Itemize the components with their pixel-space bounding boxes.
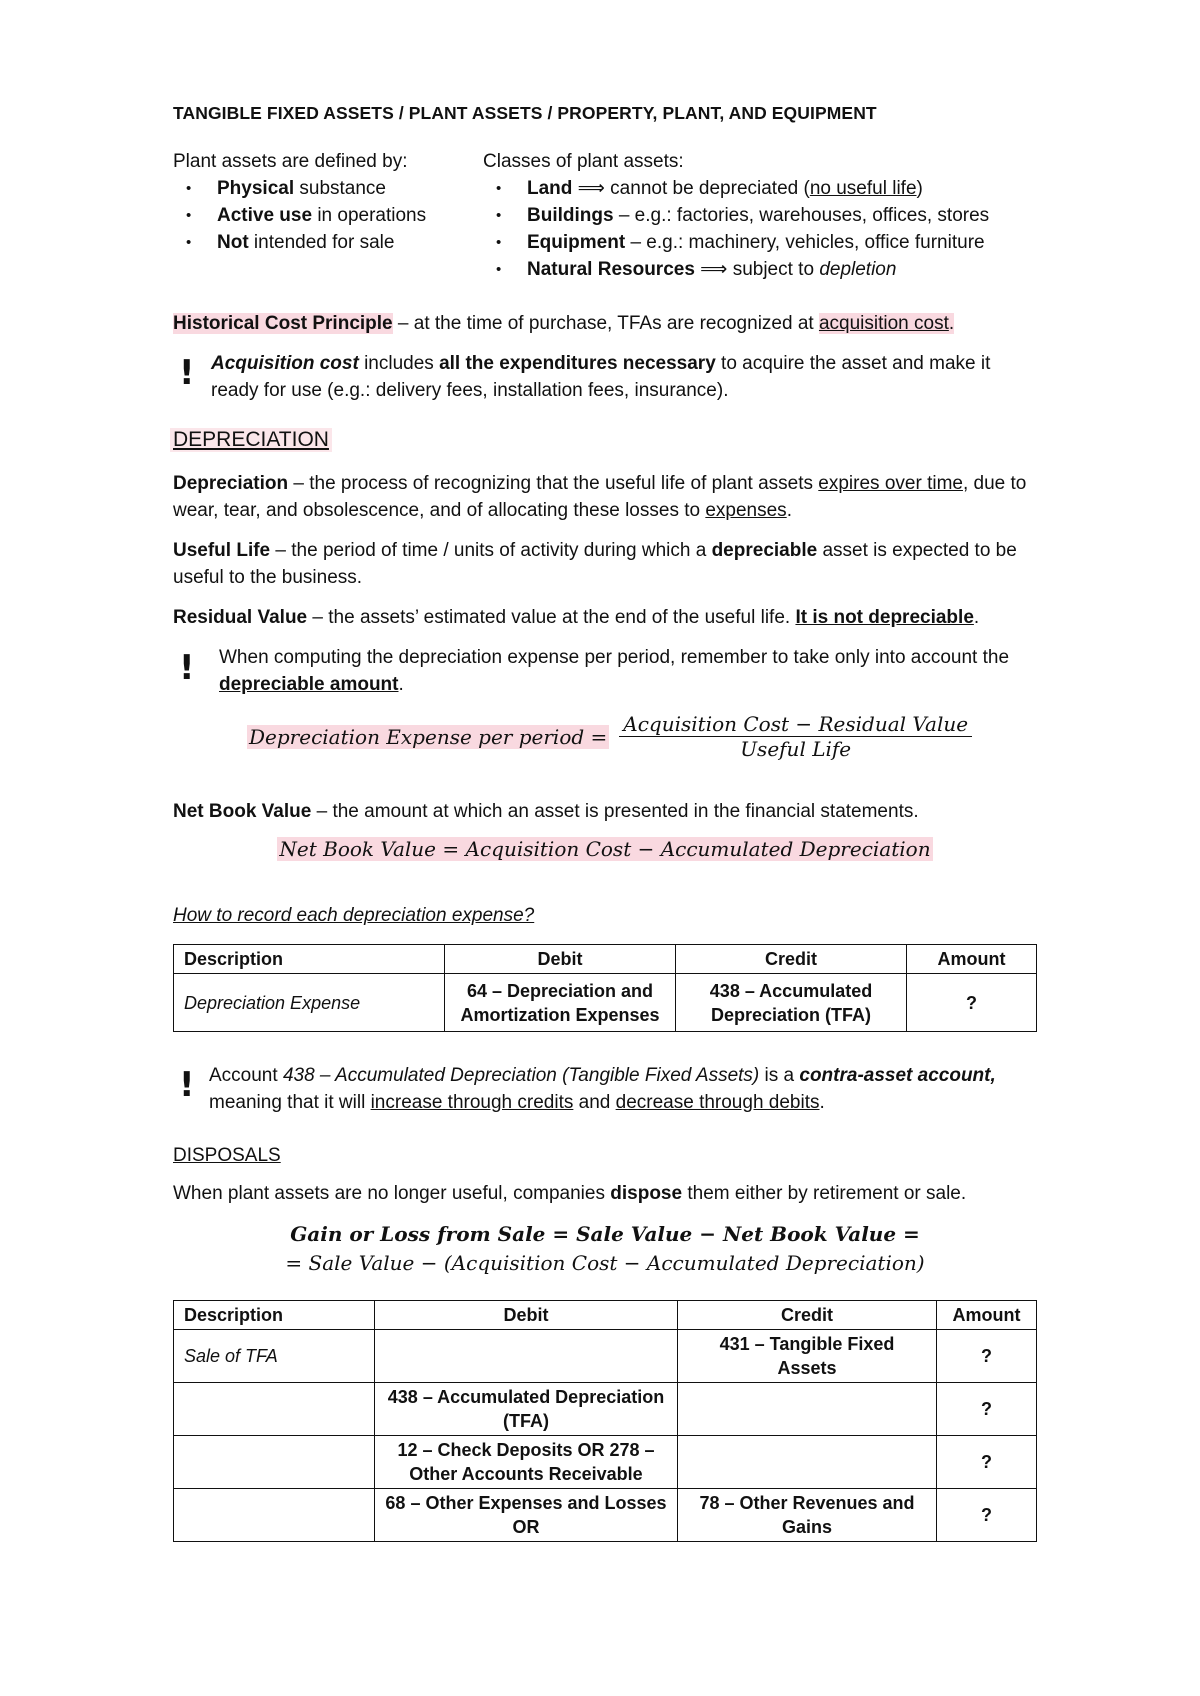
sale-entry-table <box>173 1300 1037 1542</box>
table-row <box>174 1489 1037 1542</box>
table-header-cell: Credit <box>678 1301 937 1330</box>
table-cell: 64 – Depreciation and Amortization Expenses <box>445 974 676 1032</box>
gain-loss-formula <box>173 1220 1037 1278</box>
net-book-value-definition: Net Book Value – the amount at which an asset is presented in the financial statements. <box>173 801 919 822</box>
table-cell <box>174 1383 375 1436</box>
table-cell <box>678 1383 937 1436</box>
classes-list <box>483 175 1043 283</box>
table-header-row <box>174 1301 1037 1330</box>
table-row <box>174 1436 1037 1489</box>
table-row <box>174 974 1037 1032</box>
table-header-cell: Debit <box>375 1301 678 1330</box>
net-book-value-formula: Net Book Value = Acquisition Cost − Accumulated Depreciation <box>279 837 931 861</box>
table-cell <box>678 1436 937 1489</box>
how-to-record-question: How to record each depreciation expense? <box>173 905 535 926</box>
defined-by-list <box>173 175 473 256</box>
table-header-row <box>174 945 1037 974</box>
exclamation-icon: ! <box>179 648 195 688</box>
table-cell <box>375 1330 678 1383</box>
defined-by-label: Plant assets are defined by: <box>173 151 408 172</box>
classes-label: Classes of plant assets: <box>483 151 684 172</box>
table-cell: ? <box>907 974 1037 1032</box>
depreciation-formula <box>247 712 972 761</box>
formula-denominator: Useful Life <box>619 736 972 761</box>
formula-lhs: Depreciation Expense per period = <box>249 724 608 749</box>
table-cell: 68 – Other Expenses and Losses OR <box>375 1489 678 1542</box>
acquisition-cost-note: Acquisition cost includes all the expenditures necessary to acquire the asset and make it ready for use (e.g.: delivery fees, installation fees, insurance). <box>211 353 991 401</box>
exclamation-icon: ! <box>179 1065 195 1105</box>
exclamation-icon: ! <box>179 353 195 393</box>
table-header-cell: Description <box>174 1301 375 1330</box>
table-header-cell: Amount <box>937 1301 1037 1330</box>
table-cell: ? <box>937 1383 1037 1436</box>
depreciable-amount-note: When computing the depreciation expense per period, remember to take only into account the depreciable amount. <box>219 647 1010 695</box>
list-item: • Land ⟹ cannot be depreciated (no useful life) <box>483 175 1043 202</box>
classes-block <box>483 148 1043 283</box>
table-cell: ? <box>937 1489 1037 1542</box>
disposals-heading: DISPOSALS <box>173 1145 281 1166</box>
list-item: • Not intended for sale <box>173 229 473 256</box>
depreciation-entry-table <box>173 944 1037 1032</box>
list-item: • Equipment – e.g.: machinery, vehicles, office furniture <box>483 229 1043 256</box>
table-row <box>174 1330 1037 1383</box>
table-header-cell: Credit <box>676 945 907 974</box>
depreciation-definition: Depreciation – the process of recognizing that the useful life of plant assets expires over time, due to wear, tear, and obsolescence, and of allocating these losses to expenses. <box>173 473 1027 521</box>
table-header-cell: Description <box>174 945 445 974</box>
table-cell: 438 – Accumulated Depreciation (TFA) <box>676 974 907 1032</box>
list-item: • Buildings – e.g.: factories, warehouses, offices, stores <box>483 202 1043 229</box>
disposals-text: When plant assets are no longer useful, companies dispose them either by retirement or sale. <box>173 1183 967 1204</box>
table-row <box>174 1383 1037 1436</box>
residual-value-definition: Residual Value – the assets’ estimated value at the end of the useful life. It is not depreciable. <box>173 607 980 628</box>
list-item: • Natural Resources ⟹ subject to depletion <box>483 256 1043 283</box>
historical-cost-paragraph: Historical Cost Principle – at the time of purchase, TFAs are recognized at acquisition cost. <box>173 313 955 334</box>
table-cell: 78 – Other Revenues and Gains <box>678 1489 937 1542</box>
table-cell: ? <box>937 1330 1037 1383</box>
table-cell <box>174 1489 375 1542</box>
table-cell: 12 – Check Deposits OR 278 – Other Accounts Receivable <box>375 1436 678 1489</box>
contra-asset-note: Account 438 – Accumulated Depreciation (Tangible Fixed Assets) is a contra-asset account, meaning that it will increase through credits and decrease through debits. <box>209 1065 996 1113</box>
depreciation-heading: DEPRECIATION <box>170 428 332 452</box>
table-cell: 431 – Tangible Fixed Assets <box>678 1330 937 1383</box>
formula-line: Gain or Loss from Sale = Sale Value − Net Book Value = <box>290 1222 920 1246</box>
formula-line: = Sale Value − (Acquisition Cost − Accumulated Depreciation) <box>285 1251 925 1275</box>
page-title: TANGIBLE FIXED ASSETS / PLANT ASSETS / PROPERTY, PLANT, AND EQUIPMENT <box>173 103 877 123</box>
table-cell: 438 – Accumulated Depreciation (TFA) <box>375 1383 678 1436</box>
table-header-cell: Debit <box>445 945 676 974</box>
list-item: • Active use in operations <box>173 202 473 229</box>
table-cell: Depreciation Expense <box>174 974 445 1032</box>
table-cell <box>174 1436 375 1489</box>
table-cell: Sale of TFA <box>174 1330 375 1383</box>
formula-numerator: Acquisition Cost − Residual Value <box>623 712 969 736</box>
useful-life-definition: Useful Life – the period of time / units of activity during which a depreciable asset is expected to be useful to the business. <box>173 540 1017 588</box>
defined-by-block <box>173 148 473 256</box>
table-header-cell: Amount <box>907 945 1037 974</box>
table-cell: ? <box>937 1436 1037 1489</box>
list-item: • Physical substance <box>173 175 473 202</box>
